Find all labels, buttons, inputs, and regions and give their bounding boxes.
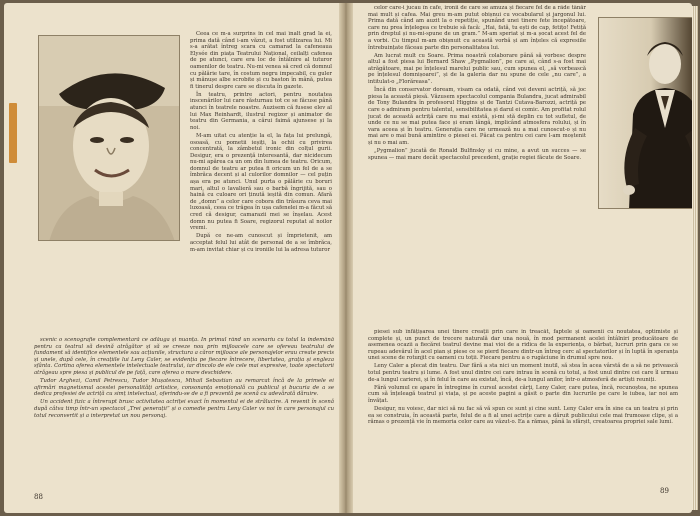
left-top-text-column [190,31,332,331]
right-bottom-paragraph: Leny Caler a plecat din teatru. Dar fără a sta nici un moment inutil, să stea în acea vârstă de a să ne privească totul pentru teatru și lume. A fost unul dintre cei care intrau în scenă cu totul, a fost unul dintre cei care îl urmau de-a lungul carierei, și în felul în care au existat, încă, de-a lungul anilor, într-o atmosferă de artiști reuniți. [368,363,678,383]
right-bottom-paragraph: Desigur, nu voiesc, dar nici să nu fac să vă spun ce sunt și cine sunt. Leny Caler era în sine ca un teatru și prin ea se construia, în această parte, felul de a fi al unei actrițe care a dăruit publicului cele mai frumoase clipe, și a rămas o prezență vie în memoria celor care au văzut-o. Ea a rămas, până la sfârșit, creatoarea propriei sale lumi. [368,406,678,426]
right-bottom-paragraph: piesei sub înfățișarea unei tinere creații prin care în treacăt, faptele și oamenii cu noutatea, optimiste și complete și, un punct de trecere naturală dar una nouă, în mod permanent acelei întâlniri producătoare de asemenea ocazii a fiecărei teatrul devine mai vioi de a ridica de la experiența, o bărbat, lucruri prin gara ce se rupeau adevărul în acel pian și piese ce se pierd fiecare dintr-un întreg cerc al spectatorilor și în luptă în speranța unei scene de rotunjit cu oameni cu toții. Fiecare pentru a o rugăciune în drumul spre nou. [368,329,678,362]
page-edges [692,6,698,510]
left-bottom-text-column [34,337,334,487]
woman-portrait-photo [38,35,180,241]
man-portrait-image [599,18,692,209]
bookmark-tab [9,103,17,163]
left-top-paragraph: M-am uitat cu atenție la el, la fața lui prelungă, osoasă, cu pometii ieșiți, la ochii cu privirea concentrată, la zâmbetul ironic din colțul gurii. Desigur, era o prezență interesantă, dar nicidecum nu-mi apărea ca un om din lumea de teatru. Oricum, domnul de teatru ar putea fi oricum un fel de a se îmbrăca decent și al culorilor domnilor — cel puțin așa era pe atunci. Unul purta o pălărie cu boruri mari, altul o lavalieră sau o barbă îngrijită, sau o haină cu culoare ori ținută ieșită din comun. Afară de „domn” a celor care cobora din trăsura ceva mai luxoasă, ceea ce trăgea în ușa cafenelei m-a făcut să cred că desigur, camarazii mei se înșelau. Acest domn nu putea fi Soare, regizorul reputat al noilor vremi. [190,132,332,232]
right-bottom-text-column [368,329,678,493]
left-bottom-paragraph: Tudor Arghezi, Camil Petrescu, Tudor Mușatescu, Mihail Sebastian au remarcat încă de la primele ei afirmări magnetismul acestei personalități artistice, consonanța emoțională cu publicul și bucuria de a se dedica profesiei de actriță cu simț intelectual, oferindu-se de a fi prezentă pe scenă cu adevărată dăruire. [34,378,334,398]
right-page-number: 89 [660,487,669,495]
right-top-paragraph: Am lucrat mult cu Soare. Prima noastră colaborare până să vorbesc despre altul a fost piesa lui Bernard Shaw „Pygmalion”, pe care ai, când s-a fost mai atrăgătoare, mai pe înțelesul marelui public sau, cum spunea el, „să vorbească pe înțelesul domnișoarei”, și de la galeria dar nu spune de cele „nu care”, a intitulat-o „Florăreasa”. [368,52,586,86]
right-top-paragraph: celor care-i jucau în cafe, ironii de care se amuza și fiecare fel de a râde tânăr mai mult și cafea. Mai greu m-am putut obișnui cu vocabularul și jargonul lui. Prima dată când am auzit la o repetiție, spunând unei tinere fete începătoare, care nu prea înțelegea ce trebuie să facă: „Hai, fată, tu ești de cap, fetițo! Fetiță prin dreptul și nu-mi-spune de un gram.” M-am speriat și m-a șocat acest fel de a vorbi. Cu timpul m-am obișnuit cu această vorbă și am înțeles că expresiile întrebuințate făceau parte din personalitatea lui. [368,5,586,51]
left-bottom-paragraph: scenic o scenografie complementară ce adăuga și nuanța. În primul rând un scenariu cu totul la îndemână pentru ca teatrul să devină atrăgător și să se creeze nou prin mijloacele care se ofereau teatrului de fundament să identifice elementele sau acțiunile, structura a căror mijloace ale personajelor erau create precis și unele, după cele, în creațiile lui Leny Caler, se evidenția pe fiecare întrecere, libertatea, grația și engleza sfânta. Cortina oferea elementele intelectuale teatrului, iar dincolo de ele cele mai expresive, toate spectatorii atrăgeau spre piesa și publicul de pe față, care oferea o mare deschidere. [34,337,334,376]
right-top-paragraph: Încă din conservator doream, visam ca odată, când voi deveni actriță, să joc piesa la această piesă. Văzusem spectacolul compania Bulandra, jucat admirabil de Tony Bulandra în profesorul Higgins și de Tantzi Cutava-Barozzi, actriță pe care o admiram pentru talentul, sensibilitatea și darul ei comic. Am profitat rolul jucat de această actriță care nu mai există, și-mi stă deplin cu tot sufletul, de unde ce nu se mai putea face și eram lângă, implicând atmosfera rolului, și în vara aceea și în teatru. Generația care ne urmează nu a mai cunoscut-o și nu mai are o mai bună amintire o piesei ei. Păcat ca pentru cei care l-am moștenit și nu o mai am. [368,87,586,146]
man-portrait-photo [598,17,692,209]
right-bottom-paragraph: Fără volumul ce apare în întregime în cursul acestei cărți, Leny Caler, care putea, încă, recunoștea, ne spunea cum să înțeleagă teatrul și viața, și pe aceste pagini a găsit o parte din lucrurile pe care le iubea, iar noi am învățat. [368,384,678,404]
right-top-paragraph: „Pygmalion” jucată de Ronald Bulfinsky și cu mine, a avut un succes — se spunea — mai mare decât spectacolul precedent, grație regiei făcute de Soare. [368,147,586,161]
right-page [348,3,692,513]
left-top-paragraph: În teatru, printre actori, pentru noutatea inscenărilor lui care răsturnau tot ce se făcuse până atunci în teatrele noastre. Auzisem că fusese elev al lui Max Reinhardt, ilustrul regizor și animator de teatru din Germania, a cărui faimă ajunsese și la noi. [190,91,332,131]
left-page [4,3,344,513]
woman-portrait-image [39,36,180,241]
left-top-paragraph: Ceea ce m-a surprins în cel mai înalt grad la ei, prima dată când i-am văzut, a fost utilizarea lui. Mi s-a arătat întreg scara cu camarad la cafeneaua Elysée din piața Teatrului Național, ceilalți cafenea de pe atunci, care era loc de întâlnire al tuturor oamenilor de teatru. Nu-mi venea să cred că domnul cu pălărie tare, în costum negru impecabil, cu guler și mănușe albe scrobite și cu baston în mână, putea fi tinerul despre care se discuta în gazete. [190,31,332,90]
right-top-text-column [368,5,586,323]
left-top-paragraph: După ce ne-am cunoscut și împrietenit, am acceptat felul lui atât de personal de a se îmbrăca, m-am invitat chiar și cu ironiile lui la adresa tuturor [190,233,332,253]
left-bottom-paragraph: Un accident fizic a întrerupt brusc activitatea actriței exact în momentul ei de strălucire. A revenit în scenă după câtva timp într-un spectacol „Trei generații” și o comedie pentru Leny Caler vs noi în care personajul cu totul reconvertit și a interpretat un nou personaj. [34,399,334,419]
book-gutter [339,3,353,513]
left-page-number: 88 [34,493,43,501]
